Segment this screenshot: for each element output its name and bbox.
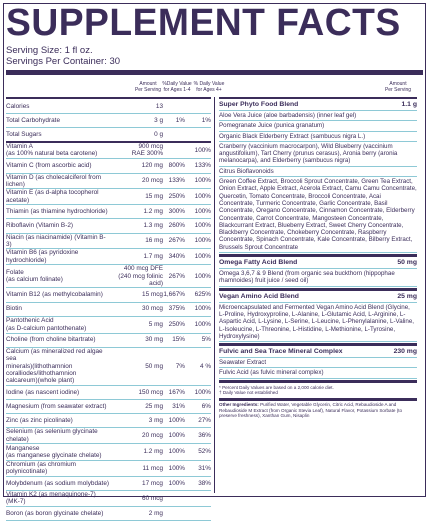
column-divider [214,97,215,493]
blend-ingredient: Organic Black Elderberry Extract (sambucus nigra L.) [219,132,417,142]
nutrient-name: Zinc (as zinc picolinate) [6,417,73,425]
nutrient-row [6,143,211,160]
blend-separator [219,288,417,291]
nutrient-name: Total Carbohydrate [6,117,60,125]
dv-ages-1-4: 267% [168,237,185,245]
dv-ages-1-4: 100% [168,417,185,425]
footnote: * Percent Daily Values are based on a 2,000 calorie diet. † Daily Value not established [219,384,334,396]
nutrient-name: Molybdenum (as sodium molybdate) [6,479,110,487]
dv-ages-1-4: 100% [168,479,185,487]
footer-separator [219,380,417,383]
nutrient-amount: 15 mcg [142,291,163,299]
nutrient-row [6,507,211,521]
dv-ages-4plus: 5% [201,336,211,344]
dv-ages-1-4: 1,667% [163,291,185,299]
nutrient-amount: 20 mcg [142,432,163,440]
nutrient-row [6,428,211,444]
nutrient-amount: 5 mg [148,320,163,328]
nutrient-row [6,317,211,334]
nutrient-row [6,159,211,173]
blend-header-block [219,100,417,111]
other-ingredients-label: Other Ingredients: [219,401,259,407]
dv-ages-1-4: 375% [168,305,185,313]
nutrient-name: Total Sugars [6,130,42,138]
dv-ages-1-4: 250% [168,193,185,201]
nutrient-name: Calories [6,102,30,110]
serving-size: Serving Size: 1 fl oz. [6,45,93,56]
nutrient-row [6,348,211,386]
dv-ages-4plus: 100% [194,177,211,185]
blend-column [219,100,417,419]
nutrient-name: Vitamin C (from ascorbic acid) [6,162,92,170]
dv-ages-4plus: 31% [198,464,211,472]
nutrient-row [6,400,211,414]
dv-ages-4plus: 100% [194,388,211,396]
dv-ages-4plus: 100% [194,208,211,216]
dv-ages-4plus: 100% [194,272,211,280]
blend-title: Vegan Amino Acid Blend [219,292,299,300]
dv-ages-4plus: 100% [194,253,211,261]
dv-ages-1-4: 1% [175,117,185,125]
nutrient-name: Vitamin A (as 100% natural beta carotene) [6,143,98,158]
dv-ages-4plus: 100% [194,193,211,201]
nutrient-name: Biotin [6,305,22,313]
blend-header-block [219,258,417,269]
nutrient-amount: 17 mcg [142,479,163,487]
nutrient-amount: 0 g [154,130,163,138]
nutrient-name: Riboflavin (Vitamin B-2) [6,222,74,230]
nutrient-name: Selenium (as selenium glycinate chelate) [6,428,98,443]
nutrient-row [6,189,211,205]
header-dv-ages-4plus: % Daily Value for Ages 4+ [193,81,225,93]
nutrient-row [6,303,211,317]
dv-ages-1-4: 267% [168,272,185,280]
blend-title: Fulvic and Sea Trace Mineral Complex [219,348,343,356]
blend-ingredient: Omega 3,6,7 & 9 Blend (from organic sea buckthorn (hippophae rhamnoides) fruit juice / seed oil) [219,269,417,287]
blend-title: Omega Fatty Acid Blend [219,259,298,267]
nutrient-row [6,461,211,477]
blend-ingredient: Aloe Vera Juice (aloe barbadensis) (inner leaf gel) [219,111,417,121]
header-right-amount: Amount Per Serving [384,81,412,93]
servings-per-container: Servings Per Container: 30 [6,56,121,67]
dv-ages-4plus: 38% [198,479,211,487]
nutrient-name: Vitamin E (as d-alpha tocopherol acetate) [6,189,99,204]
dv-ages-4plus: 133% [194,162,211,170]
dv-ages-1-4: 167% [168,388,185,396]
dv-ages-4plus: 6% [201,402,211,410]
left-header-rule [6,97,211,99]
blend-separator [219,254,417,257]
nutrient-name: Folate (as calcium folinate) [6,268,63,284]
nutrient-row [6,174,211,190]
nutrient-amount: 2 mg [148,509,163,517]
nutrient-name: Pantothenic Acid (as D-calcium pantothenate) [6,317,87,332]
blend-ingredient: Seawater Extract [219,358,417,368]
top-thick-rule [6,70,423,75]
nutrient-name: Boron (as boron glycinate chelate) [6,509,104,517]
blend-amount: 230 mg [393,348,417,356]
nutrient-row [6,234,211,250]
nutrient-amount: 25 mg [145,402,163,410]
blend-header [219,293,417,301]
nutrient-amount: 150 mcg [138,388,163,396]
nutrient-row [6,477,211,491]
nutrient-amount: 60 mcg [142,494,163,502]
nutrient-row [6,128,211,142]
blend-header [219,259,417,267]
nutrient-amount: 20 mcg [142,177,163,185]
nutrient-name: Vitamin B12 (as methylcobalamin) [6,291,103,299]
dv-ages-4plus: 27% [198,417,211,425]
nutrient-name: Vitamin K2 (as menaquinone-7)(MK-7) [6,490,96,506]
nutrient-row [6,114,211,128]
nutrient-amount: 400 mcg DFE (240 mcg folinic acid) [118,265,163,287]
blend-header-block [219,292,417,303]
nutrient-amount: 1.2 mg [143,448,163,456]
nutrient-row [6,265,211,288]
nutrient-row [6,205,211,219]
blend-separator [219,343,417,346]
header-dv-ages-1-4: %Daily Value for Ages 1-4 [162,81,192,93]
dv-ages-1-4: 250% [168,320,185,328]
dv-ages-1-4: 300% [168,208,185,216]
nutrient-amount: 15 mg [145,193,163,201]
nutrient-amount: 11 mcg [142,464,163,472]
dv-ages-1-4: 100% [168,464,185,472]
nutrient-amount: 13 [155,102,163,110]
dv-ages-1-4: 340% [168,253,185,261]
nutrient-amount: 16 mg [145,237,163,245]
blend-ingredient: Green Coffee Extract, Broccoli Sprout Concentrate, Green Tea Extract, Onion Extract, Apple Extract, Acerola Extract, Camu Camu Concentrate, Quercetin, Tomato Concentrate, Broccoli Concentrate, Acai Concentrate, Turmeric Concentrate, Garlic Concentrate, Basil Concentrate, Oregano Concentrate, Cinnamon Concentrate, Elderberry Concentrate, Carrot Concentrate, Mangosteen Concentrate, Blackcurrant Extract, Blueberry Extract, Sweet Cherry Concentrate, Blackberry Concentrate, Chokeberry Concentrate, Raspberry Concentrate, Spinach Concentrate, Kale Concentrate, Bilberry Extract, Brussels Sprout Concentrate [219,177,417,253]
blend-amount: 50 mg [397,259,417,267]
nutrient-amount: 900 mcg RAE 300% [131,143,163,158]
nutrient-name: Niacin (as niacinamide) (Vitamin B-3) [6,233,106,248]
other-ingredients [219,402,417,419]
dv-ages-1-4: 100% [168,432,185,440]
nutrient-row [6,491,211,507]
blend-ingredient: Pomegranate Juice (punica granatum) [219,121,417,131]
dv-ages-4plus: 100% [194,237,211,245]
nutrient-name: Iodine (as nascent iodine) [6,388,80,396]
dv-ages-4plus: 100% [194,146,211,154]
nutrient-amount: 3 g [154,117,163,125]
blend-header [219,348,417,356]
header-amount: Amount Per Serving [134,81,162,93]
nutrient-row [6,219,211,233]
nutrient-amount: 1.3 mg [143,222,163,230]
nutrient-name: Thiamin (as thiamine hydrochloride) [6,208,108,216]
dv-ages-4plus: 1% [201,117,211,125]
blend-header-block [219,347,417,358]
nutrient-amount: 50 mg [145,362,163,370]
blend-ingredient: Citrus Bioflavonoids [219,167,417,177]
dv-ages-4plus: 100% [194,222,211,230]
panel-title: SUPPLEMENT FACTS [6,2,401,44]
nutrient-row [6,444,211,461]
nutrient-row [6,100,211,114]
nutrient-amount: 3 mg [148,417,163,425]
dv-ages-4plus: 625% [194,291,211,299]
nutrient-name: Chromium (as chromium polynicotinate) [6,460,76,476]
nutrient-name: Magnesium (from seawater extract) [6,402,107,410]
dv-ages-1-4: 15% [172,336,185,344]
dv-ages-1-4: 133% [168,177,185,185]
dv-ages-1-4: 260% [168,222,185,230]
nutrient-row [6,288,211,302]
nutrient-row [6,249,211,265]
nutrient-name: Vitamin D (as cholecalciferol from lichen) [6,173,102,188]
nutrient-name: Calcium (as mineralized red algae sea minerals)(lithothamnion coralliodes/lithothamnion calcareum)(whole plant) [6,347,103,385]
nutrient-row [6,334,211,348]
nutrient-amount: 30 mcg [142,305,163,313]
nutrient-amount: 30 mg [145,336,163,344]
dv-ages-4plus: 36% [198,432,211,440]
dv-ages-1-4: 100% [168,448,185,456]
blend-ingredient: Fulvic Acid (as fulvic mineral complex) [219,368,417,378]
dv-ages-1-4: 800% [168,162,185,170]
nutrient-amount: 120 mg [141,162,163,170]
right-header-rule [219,97,417,99]
nutrient-amount: 1.2 mg [143,208,163,216]
dv-ages-4plus: 100% [194,320,211,328]
nutrient-row [6,414,211,428]
blend-amount: 25 mg [397,292,417,300]
dv-ages-4plus: 52% [198,448,211,456]
nutrient-table [6,100,211,521]
nutrient-row [6,386,211,400]
blend-ingredient: Microencapsulated and Fermented Vegan Amino Acid Blend (Glycine, L-Proline, Hydroxyproline, L-Alanine, L-Glutamic Acid, L-Arginine, L-Aspartic Acid, L-Lysine, L-Serine, L-Leucine, L-Phenylalanine, L-Valine, L-Isoleucine, L-Threonine, L-Histidine, L-Methionine, L-Tyrosine, Hydroxylysine) [219,303,417,342]
blend-ingredient: Cranberry (vaccinium macrocarpon), Wild Blueberry (vaccinium angustifolium), Tart Cherry (prunus cerasus), Aronia berry (aronia melanocarpa), and Elderberry (sambucus nigra) [219,142,417,167]
nutrient-name: Vitamin B6 (as pyridoxine hydrochloride) [6,249,79,264]
dv-ages-4plus: 4 % [199,362,211,370]
blend-amount: 1.1 g [401,101,417,108]
other-ingredients-separator [219,398,417,401]
blend-title: Super Phyto Food Blend [219,101,299,108]
dv-ages-1-4: 31% [172,402,185,410]
nutrient-name: Manganese (as manganese glycinate chelate) [6,444,102,460]
nutrient-name: Choline (from choline bitartrate) [6,336,96,344]
other-ingredients-text: Purified Water, Vegetable Glycerin, Citric Acid, Rebaudioside A and Rebaudioside M Extract (from Organic Stevia Leaf), Natural Flavor, Potassium Sorbate (to preserve freshness), Xanthan Gum, Nisaplin [219,401,403,419]
blend-header [219,101,417,109]
nutrient-amount: 1.7 mg [143,253,163,261]
dv-ages-4plus: 100% [194,305,211,313]
dv-ages-1-4: 7% [175,362,185,370]
